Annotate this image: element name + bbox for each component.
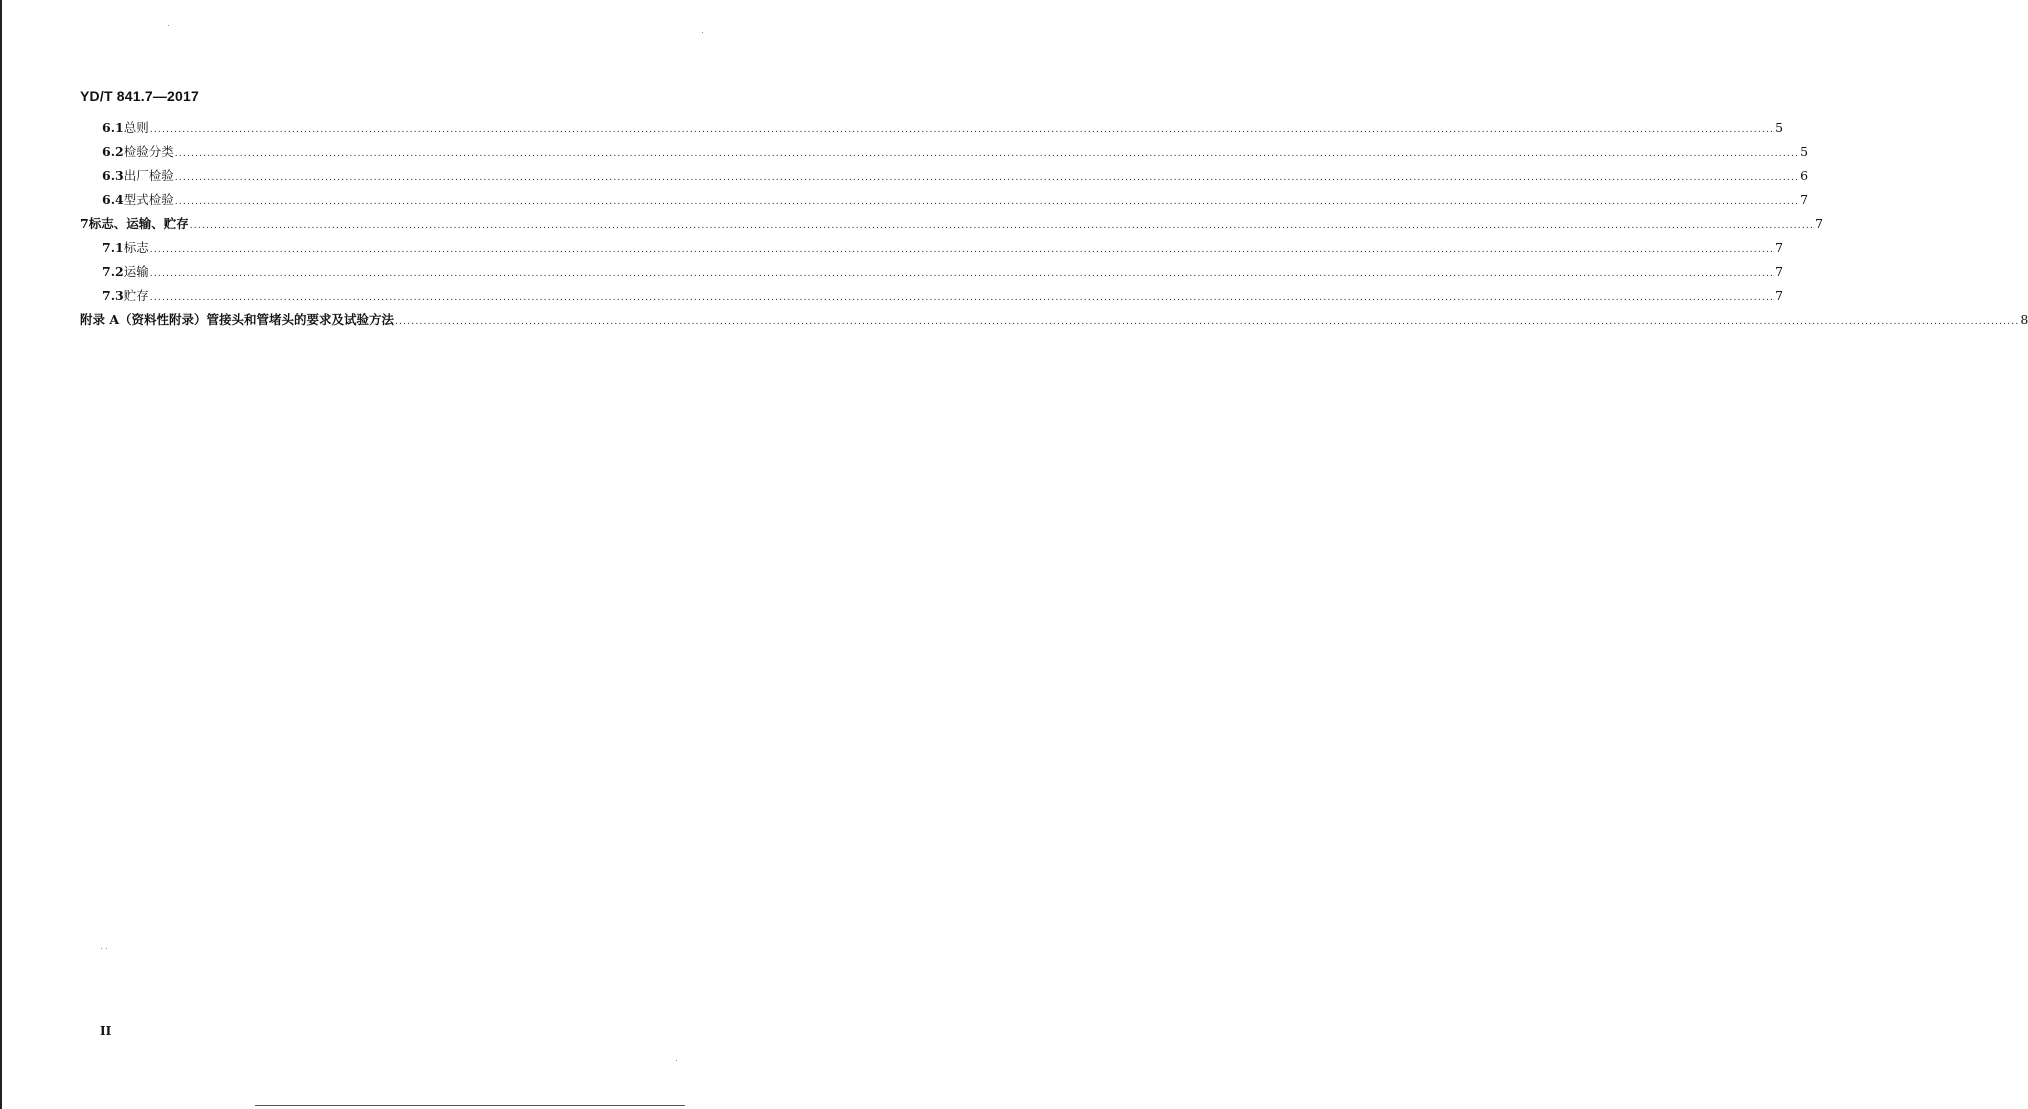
scan-speck xyxy=(101,948,102,949)
toc-entry[interactable] xyxy=(102,236,1784,260)
toc-entry-title: 运输 xyxy=(123,264,149,279)
toc-entry-title: 标志、运输、贮存 xyxy=(88,216,189,231)
toc-entry-number: 7.3 xyxy=(102,288,124,303)
toc-entry-title: 总则 xyxy=(123,120,149,135)
toc-dot-leader: ................................................................................................................................................................................................................................................................................................................................................................................................................ xyxy=(174,197,1800,207)
document-code: YD/T 841.7—2017 xyxy=(80,88,199,104)
toc-entry-title: 贮存 xyxy=(123,288,149,303)
toc-entry-page: 7 xyxy=(1815,216,1824,231)
scan-speck xyxy=(676,1060,677,1061)
scan-speck xyxy=(106,948,107,949)
toc-entry[interactable] xyxy=(80,308,2028,332)
scan-edge-bottom xyxy=(255,1105,685,1106)
toc-dot-leader: ................................................................................................................................................................................................................................................................................................................................................................................................................ xyxy=(149,125,1775,135)
toc-entry-title: 出厂检验 xyxy=(123,168,174,183)
toc-entry-page: 7 xyxy=(1775,288,1784,303)
toc-entry-number: 7 xyxy=(80,216,89,231)
toc-entry[interactable] xyxy=(102,116,1784,140)
toc-dot-leader: ................................................................................................................................................................................................................................................................................................................................................................................................................ xyxy=(174,173,1800,183)
toc-entry-page: 7 xyxy=(1800,192,1809,207)
toc-entry-number: 6.4 xyxy=(102,192,124,207)
toc-entry-page: 5 xyxy=(1800,144,1809,159)
scan-speck xyxy=(702,32,703,33)
toc-entry-title: 附录 A（资料性附录）管接头和管堵头的要求及试验方法 xyxy=(80,312,395,327)
scan-edge-left xyxy=(0,0,2,1109)
toc-entry-number: 6.1 xyxy=(102,120,124,135)
toc-entry[interactable] xyxy=(102,260,1784,284)
toc-entry[interactable] xyxy=(102,140,1809,164)
toc-dot-leader: ................................................................................................................................................................................................................................................................................................................................................................................................................ xyxy=(149,293,1775,303)
scan-speck xyxy=(168,25,169,26)
toc-entry-number: 6.3 xyxy=(102,168,124,183)
toc-entry[interactable] xyxy=(102,284,1784,308)
toc-entry-number: 7.1 xyxy=(102,240,124,255)
page-number: II xyxy=(100,1024,112,1038)
toc-dot-leader: ................................................................................................................................................................................................................................................................................................................................................................................................................ xyxy=(395,317,2020,327)
toc-entry-title: 型式检验 xyxy=(123,192,174,207)
toc-entry-title: 检验分类 xyxy=(123,144,174,159)
toc-entry-number: 7.2 xyxy=(102,264,124,279)
toc-entry[interactable] xyxy=(102,164,1809,188)
toc-dot-leader: ................................................................................................................................................................................................................................................................................................................................................................................................................ xyxy=(174,149,1800,159)
toc-dot-leader: ................................................................................................................................................................................................................................................................................................................................................................................................................ xyxy=(149,245,1775,255)
toc-dot-leader: ................................................................................................................................................................................................................................................................................................................................................................................................................ xyxy=(149,269,1775,279)
toc-entry-page: 6 xyxy=(1800,168,1809,183)
toc-entry-page: 8 xyxy=(2020,312,2028,327)
toc-entry-page: 7 xyxy=(1775,240,1784,255)
toc-entry-number: 6.2 xyxy=(102,144,124,159)
toc-entry-page: 7 xyxy=(1775,264,1784,279)
toc-entry[interactable] xyxy=(102,188,1809,212)
toc-dot-leader: ................................................................................................................................................................................................................................................................................................................................................................................................................ xyxy=(189,221,1815,231)
toc-entry-page: 5 xyxy=(1775,120,1784,135)
toc-entry[interactable] xyxy=(80,212,1824,236)
toc-entry-title: 标志 xyxy=(123,240,149,255)
